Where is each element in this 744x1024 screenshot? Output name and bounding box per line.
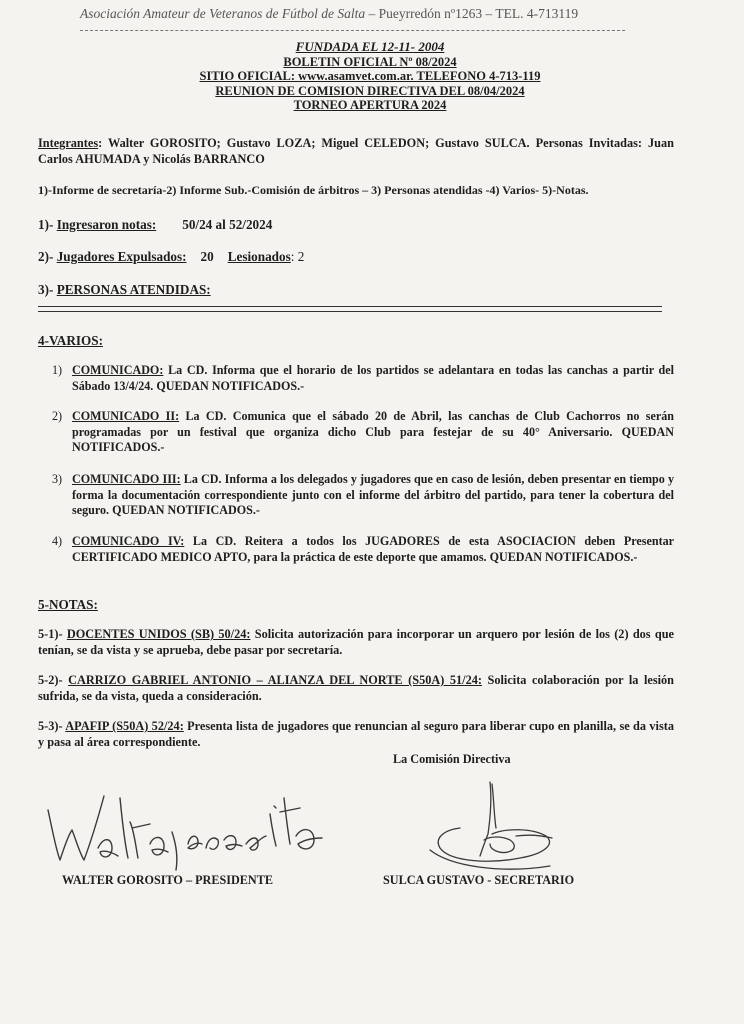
list-item [52,409,674,456]
section-notes-received [38,217,272,233]
members-text: : Walter GOROSITO; Gustavo LOZA; Miguel CELEDON; Gustavo SULCA. Personas Invitadas: Juan Carlos AHUMADA y Nicolás BARRANCO [38,136,674,166]
note-item [38,627,674,658]
section-1-label: Ingresaron notas: [56,217,157,232]
note-label: APAFIP (S50A) 52/24: [65,719,184,733]
letterhead [80,6,680,22]
founded-line: FUNDADA EL 12-11- 2004 [295,39,445,54]
note-item [38,719,674,750]
official-site: SITIO OFICIAL: www.asamvet.com.ar. TELEFONO 4-713-119 [199,69,541,84]
rule-bottom [38,311,662,312]
closing-signature-line: La Comisión Directiva [393,752,511,766]
item-text: La CD. Informa a los delegados y jugadores que en caso de lesión, deben presentar en tiempo y forma la documentación correspondiente junto con el informe del árbitro del partido, para tener la cobertura del seguro. QUEDAN NOTIFICADOS.- [72,472,675,518]
note-prefix: 5-1)- [38,627,67,641]
note-label: DOCENTES UNIDOS (SB) 50/24: [66,627,251,641]
title-block [150,40,590,113]
note-text: Solicita colaboración por la lesión sufrida, se da vista, queda a consideración. [38,673,675,703]
injured-count: : 2 [290,249,305,264]
president-signature-caption: WALTER GOROSITO – PRESIDENTE [62,873,273,887]
item-number: 2) [52,409,63,423]
item-text: La CD. Informa que el horario de los partidos se adelantara en todas las canchas a partir del Sábado 13/4/24. QUEDAN NOTIFICADOS.- [72,363,674,393]
item-label: COMUNICADO IV: [72,534,185,548]
president-signature [38,778,338,878]
members-paragraph [38,136,674,167]
list-item [52,472,674,519]
association-name: Asociación Amateur de Veteranos de Fútbol de Salta [80,6,366,21]
rule-top [38,306,662,307]
varios-heading: 4-VARIOS: [38,333,103,348]
meeting-line: REUNION DE COMISION DIRECTIVA DEL 08/04/2024 [215,83,525,98]
item-text: La CD. Reitera a todos los JUGADORES de esta ASOCIACION deben Presentar CERTIFICADO MEDICO APTO, para la práctica de este deporte que amamos. QUEDAN NOTIFICADOS.- [72,534,675,564]
section-players [38,249,304,265]
section-attended [38,282,211,298]
agenda-line: 1)-Informe de secretaría-2) Informe Sub.-Comisión de árbitros – 3) Personas atendidas -4) Varios- 5)-Notas. [38,183,589,197]
section-1-prefix: 1)- [38,217,57,232]
notas-heading: 5-NOTAS: [38,597,98,612]
item-number: 4) [52,534,63,548]
list-item [52,363,674,394]
item-text: La CD. Comunica que el sábado 20 de Abril, las canchas de Club Cachorros no serán programadas por un festival que organiza dicho Club para festejar de su 40° Aniversario. QUEDAN NOTIFICADOS.- [72,409,674,455]
item-label: COMUNICADO III: [72,472,181,486]
section-2-prefix: 2)- [38,249,57,264]
section-3-prefix: 3)- [38,282,57,297]
note-text: Presenta lista de jugadores que renuncian al seguro para liberar cupo en planilla, se da vista y pasa al área correspondiente. [38,719,674,749]
injured-label: Lesionados [227,249,291,264]
note-label: CARRIZO GABRIEL ANTONIO – ALIANZA DEL NORTE (S50A) 51/24: [68,673,482,687]
note-text: Solicita autorización para incorporar un arquero por lesión de los (2) dos que tenían, se da vista y se aprueba, debe pasar por secretaría. [38,627,675,657]
bulletin-number: BOLETIN OFICIAL Nº 08/2024 [283,54,457,69]
secretary-signature [420,770,620,880]
item-label: COMUNICADO: [72,363,164,377]
members-label: Integrantes [38,136,99,150]
expelled-count: 20 [200,249,214,264]
list-item [52,534,674,565]
tournament-line: TORNEO APERTURA 2024 [293,98,447,113]
section-2-label: Jugadores Expulsados: [56,249,187,264]
secretary-signature-caption: SULCA GUSTAVO - SECRETARIO [383,873,575,887]
note-item [38,673,674,704]
item-number: 3) [52,472,63,486]
section-1-value: 50/24 al 52/2024 [182,217,273,232]
note-prefix: 5-2)- [38,673,69,687]
letterhead-divider [80,30,625,31]
section-3-label: PERSONAS ATENDIDAS: [56,282,211,297]
note-prefix: 5-3)- [38,719,66,733]
item-number: 1) [52,363,63,377]
association-address: – Pueyrredón nº1263 – TEL. 4-713119 [368,6,579,21]
item-label: COMUNICADO II: [72,409,180,423]
